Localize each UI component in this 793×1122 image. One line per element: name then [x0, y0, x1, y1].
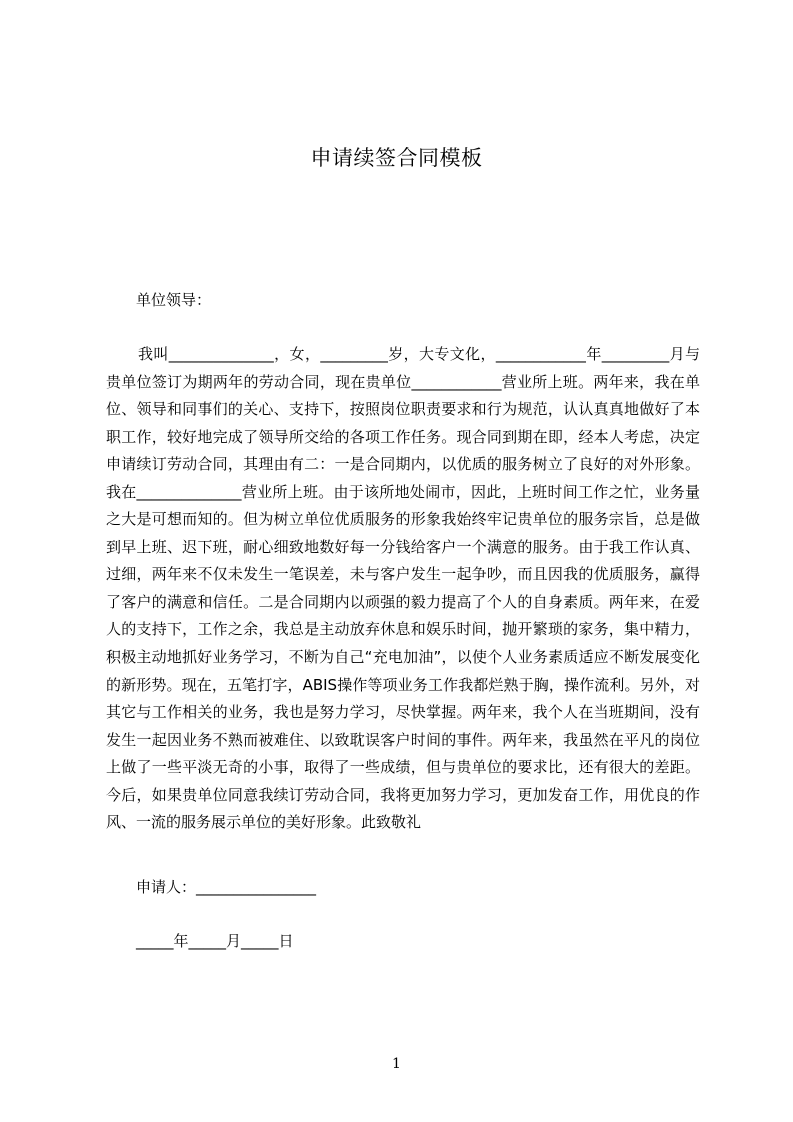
page-number: 1: [392, 1056, 401, 1072]
signer-line: 申请人：________________: [136, 878, 317, 896]
body-paragraph: 我叫______________，女，_________岁，大专文化，____________年_________月与贵单位签订为期两年的劳动合同，现在贵单位____________营业所上班。两年来，我在单位、领导和同事们的关心、支持下，按照岗位职责要求和行为规范，认认真真地做好了本职工作，较好地完成了领导所交给的各项工作任务。现合同到期在即，经本人考虑，决定申请续订劳动合同，其理由有二：一是合同期内，以优质的服务树立了良好的对外形象。我在______________营业所上班。由于该所地处闹市，因此，上班时间工作之忙，业务量之大是可想而知的。但为树立单位优质服务的形象我始终牢记贵单位的服务宗旨，总是做到早上班、迟下班，耐心细致地数好每一分钱给客户一个满意的服务。由于我工作认真、过细，两年来不仅未发生一笔误差，未与客户发生一起争吵，而且因我的优质服务，赢得了客户的满意和信任。二是合同期内以顽强的毅力提高了个人的自身素质。两年来，在爱人的支持下，工作之余，我总是主动放弃休息和娱乐时间，抛开繁琐的家务，集中精力，积极主动地抓好业务学习，不断为自己“充电加油”，以使个人业务素质适应不断发展变化的新形势。现在，五笔打字，ABIS操作等项业务工作我都烂熟于胸，操作流利。另外，对其它与工作相关的业务，我也是努力学习，尽快掌握。两年来，我个人在当班期间，没有发生一起因业务不熟而被难住、以致耽误客户时间的事件。两年来，我虽然在平凡的岗位上做了一些平淡无奇的小事，取得了一些成绩，但与贵单位的要求比，还有很大的差距。今后，如果贵单位同意我续订劳动合同，我将更加努力学习，更加发奋工作，用优良的作风、一流的服务展示单位的美好形象。此致敬礼: [106, 345, 700, 832]
document-title: 申请续签合同模板: [310, 146, 483, 170]
salutation: 单位领导：: [136, 291, 212, 309]
date-line: _____年_____月_____日: [136, 932, 294, 950]
